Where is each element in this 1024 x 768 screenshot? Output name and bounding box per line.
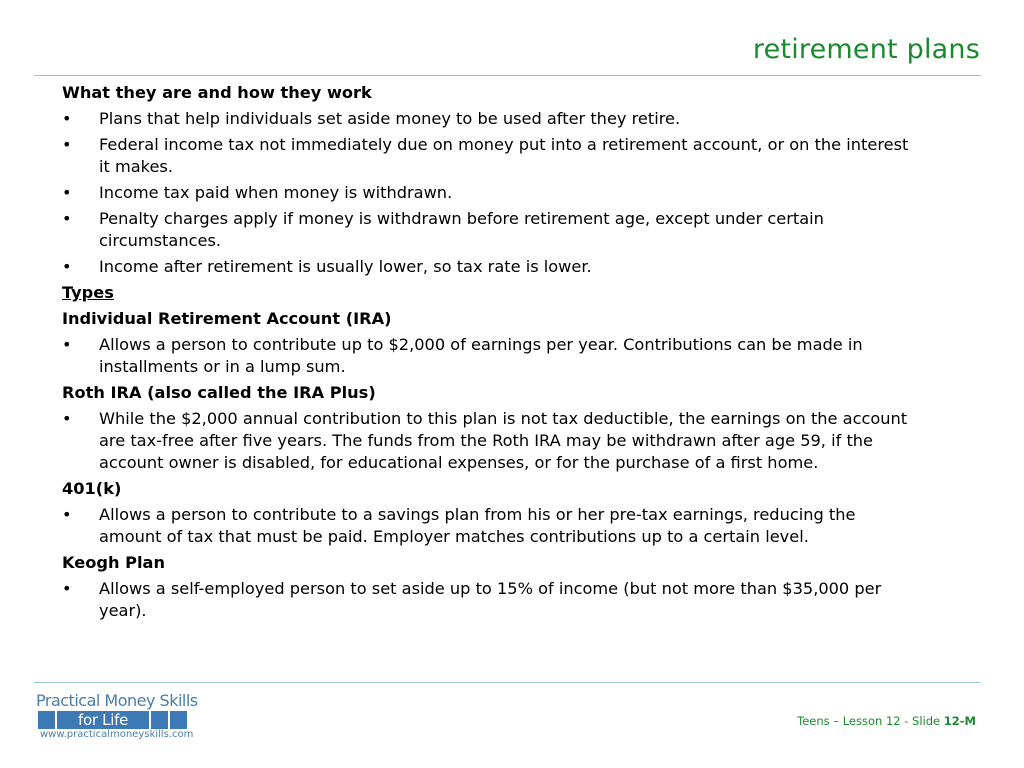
bullet-item <box>62 134 922 178</box>
bullet-dot: • <box>62 209 72 228</box>
bullet-item <box>62 578 922 622</box>
bullet-item <box>62 108 922 130</box>
types-heading: Types <box>62 283 114 302</box>
logo-blocks <box>38 711 189 729</box>
bullet-dot: • <box>62 183 72 202</box>
401k-heading: 401(k) <box>62 479 122 498</box>
slide-title: retirement plans <box>752 34 980 65</box>
bullet-text: Allows a person to contribute up to $2,000 of earnings per year. Contributions can be made in installments or in a lump sum. <box>99 335 863 376</box>
bullet-text: Allows a person to contribute to a savings plan from his or her pre-tax earnings, reducing the amount of tax that must be paid. Employer matches contributions up to a certain level. <box>99 505 856 546</box>
bullet-item <box>62 334 922 378</box>
bullet-dot: • <box>62 409 72 428</box>
bullet-text: While the $2,000 annual contribution to this plan is not tax deductible, the earnings on the account are tax-free after five years. The funds from the Roth IRA may be withdrawn after age 59, if the account owner is disabled, for educational expenses, or for the purchase of a first home. <box>99 409 908 472</box>
bottom-divider <box>34 682 981 683</box>
bullet-item <box>62 408 922 474</box>
bullet-dot: • <box>62 109 72 128</box>
logo-url: www.practicalmoneyskills.com <box>40 729 194 740</box>
bullet-text: Allows a self-employed person to set aside up to 15% of income (but not more than $35,000 per year). <box>99 579 882 620</box>
logo-tagline: for Life <box>57 711 149 729</box>
slide-number: 12-M <box>943 714 976 728</box>
keogh-heading: Keogh Plan <box>62 553 165 572</box>
bullet-text: Federal income tax not immediately due on money put into a retirement account, or on the interest it makes. <box>99 135 909 176</box>
section-heading-how-they-work: What they are and how they work <box>62 83 372 102</box>
logo-square <box>151 711 168 729</box>
bullet-item <box>62 208 922 252</box>
bullet-dot: • <box>62 135 72 154</box>
top-divider <box>34 75 981 76</box>
bullet-item <box>62 504 922 548</box>
bullet-dot: • <box>62 579 72 598</box>
logo-square <box>170 711 187 729</box>
bullet-dot: • <box>62 257 72 276</box>
slide-content <box>62 82 922 626</box>
bullet-dot: • <box>62 505 72 524</box>
bullet-dot: • <box>62 335 72 354</box>
logo-title: Practical Money Skills <box>36 691 198 710</box>
logo-square <box>38 711 55 729</box>
ira-heading: Individual Retirement Account (IRA) <box>62 309 392 328</box>
bullet-item <box>62 256 922 278</box>
bullet-item <box>62 182 922 204</box>
practical-money-skills-logo <box>36 691 236 747</box>
bullet-text: Penalty charges apply if money is withdrawn before retirement age, except under certain circumstances. <box>99 209 824 250</box>
roth-ira-heading: Roth IRA (also called the IRA Plus) <box>62 383 376 402</box>
bullet-text: Income after retirement is usually lower, so tax rate is lower. <box>99 257 592 276</box>
slide-footer <box>797 714 976 728</box>
bullet-text: Income tax paid when money is withdrawn. <box>99 183 453 202</box>
bullet-text: Plans that help individuals set aside money to be used after they retire. <box>99 109 681 128</box>
slide-label: Teens – Lesson 12 - Slide <box>797 714 944 728</box>
